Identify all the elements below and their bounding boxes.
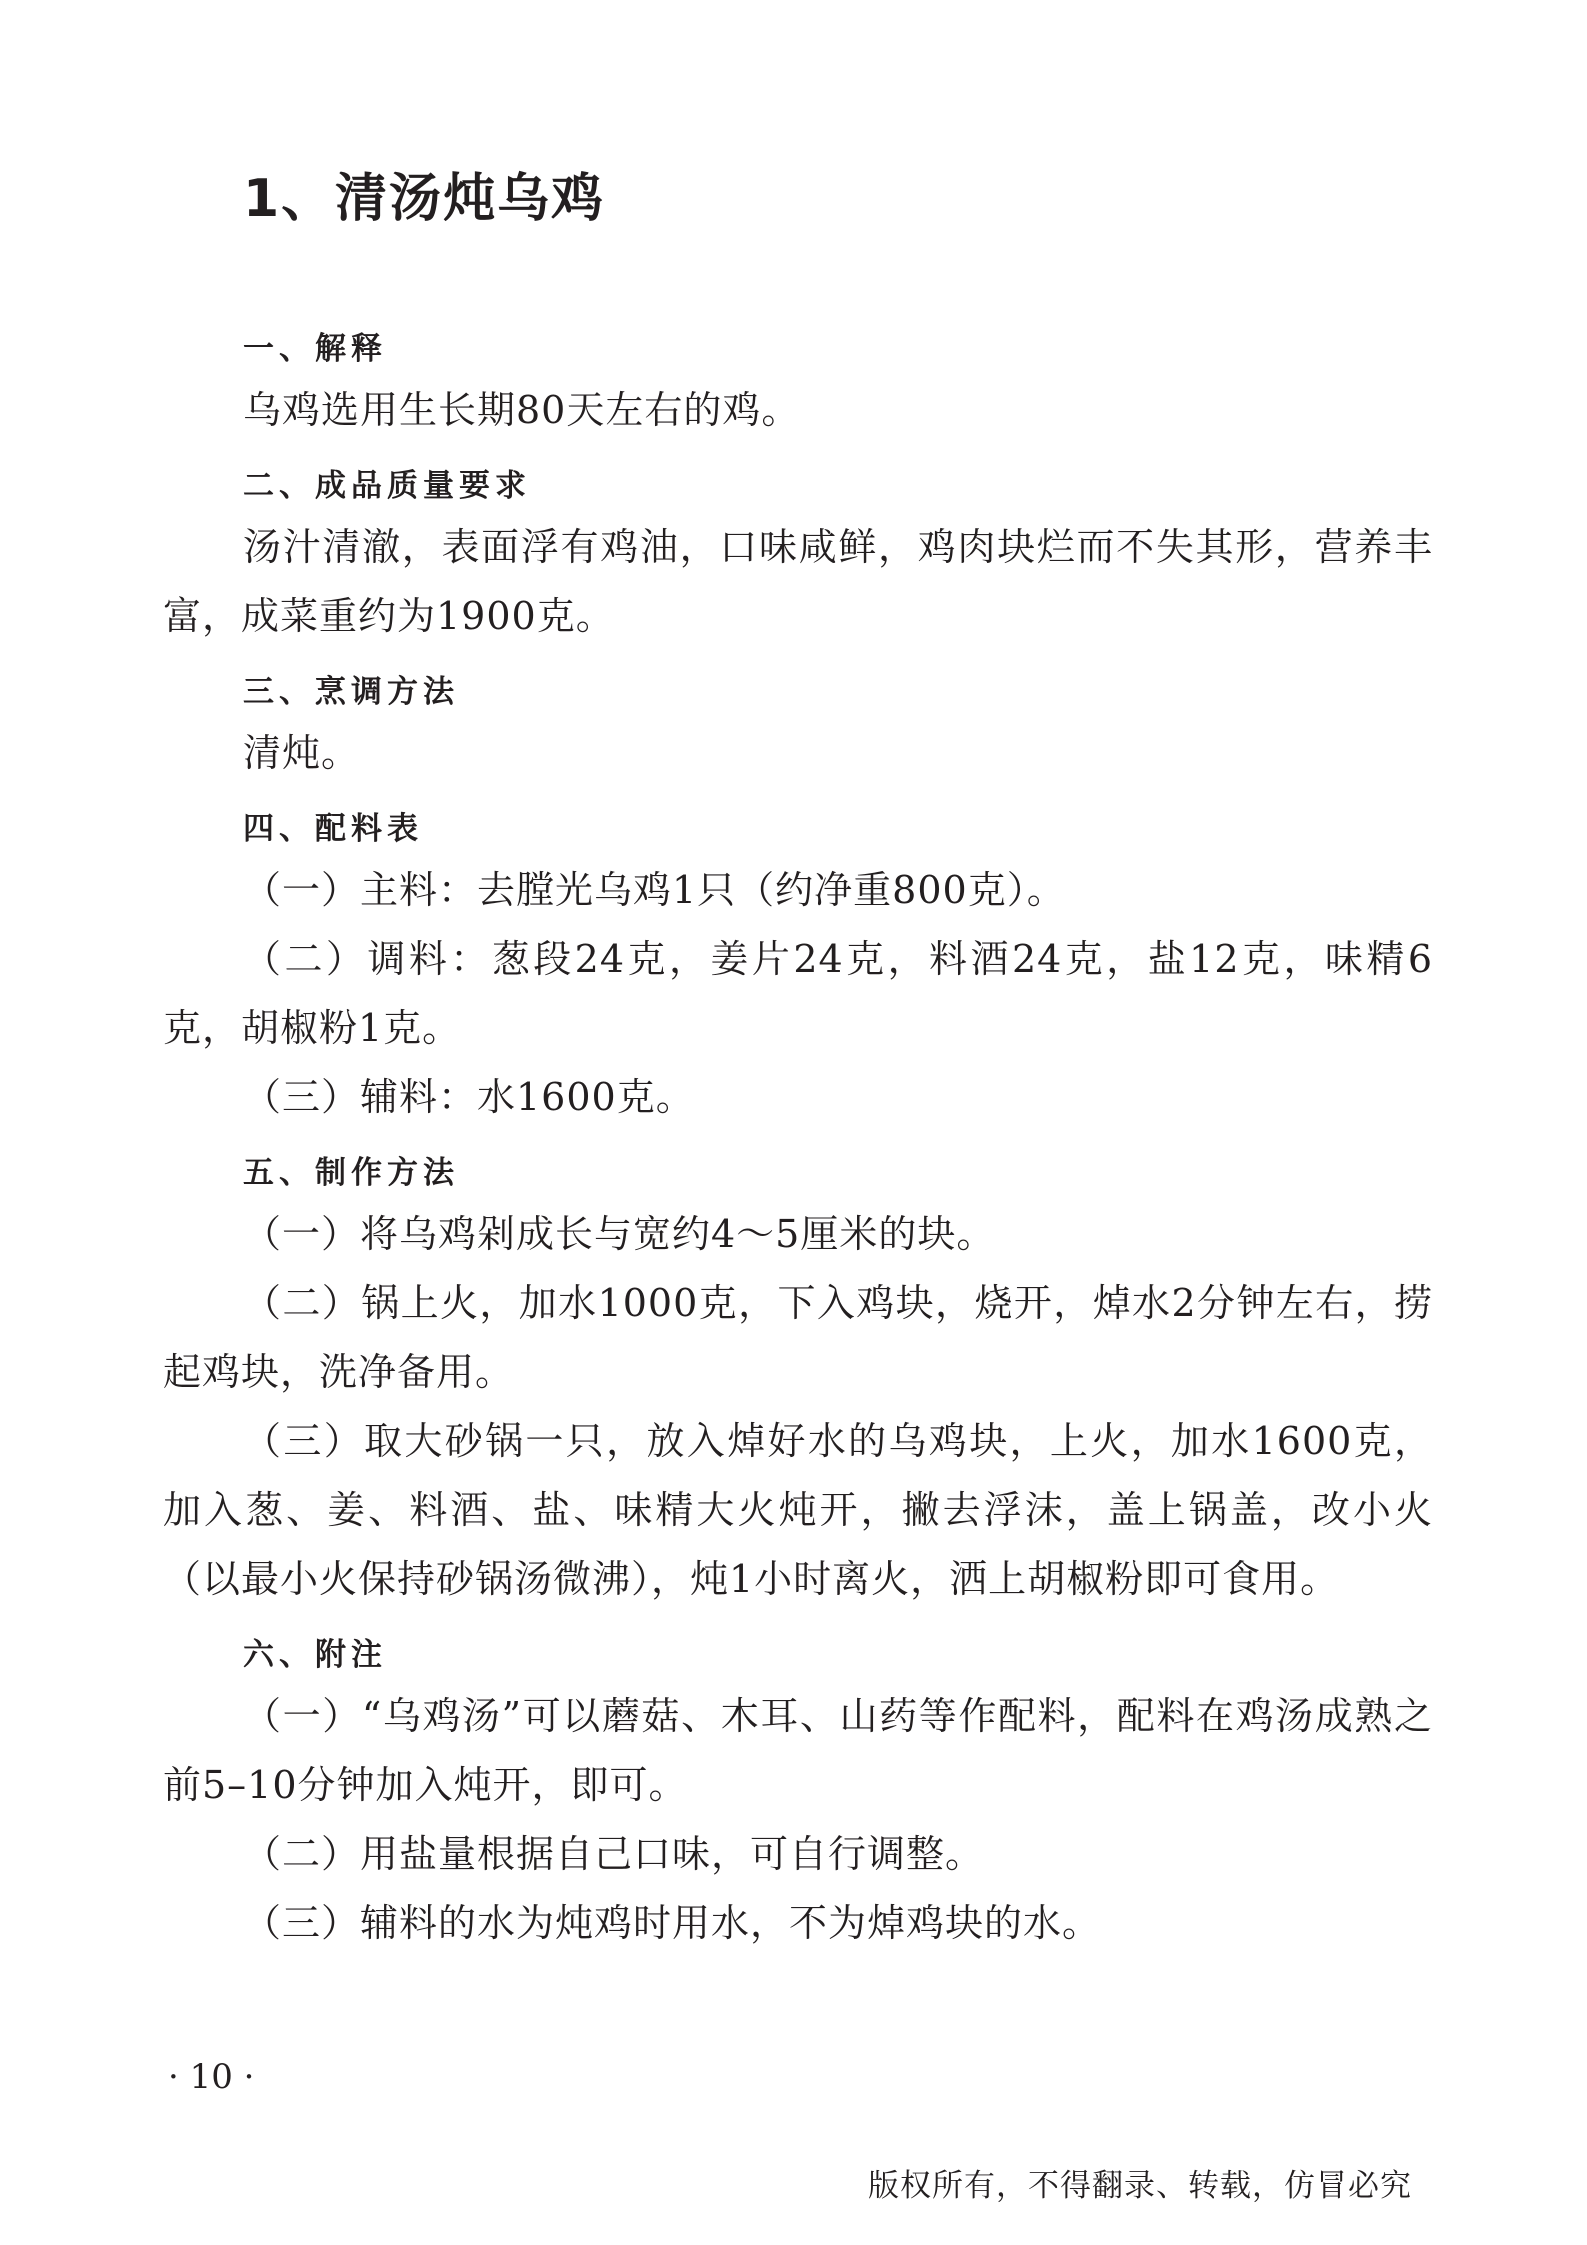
copyright-notice: 版权所有，不得翻录、转载，仿冒必究 — [868, 2168, 1412, 2204]
quality-paragraph: 汤汁清澈，表面浮有鸡油，口味咸鲜，鸡肉块烂而不失其形，营养丰富，成菜重约为1900克。 — [163, 525, 1433, 638]
preparation-step-1: （一）将乌鸡剁成长与宽约4～5厘米的块。 — [243, 1212, 996, 1256]
cooking-method-paragraph: 清炖。 — [243, 731, 361, 775]
section-heading-quality: 二、成品质量要求 — [243, 468, 531, 504]
page-number: · 10 · — [168, 2057, 255, 2097]
recipe-body — [163, 322, 1433, 1958]
preparation-step-2: （二）锅上火，加水1000克，下入鸡块，烧开，焯水2分钟左右，捞起鸡块，洗净备用。 — [163, 1281, 1433, 1394]
note-3: （三）辅料的水为炖鸡时用水，不为焯鸡块的水。 — [243, 1901, 1102, 1945]
preparation-step-3: （三）取大砂锅一只，放入焯好水的乌鸡块，上火，加水1600克，加入葱、姜、料酒、盐、味精大火炖开，撇去浮沫，盖上锅盖，改小火（以最小火保持砂锅汤微沸），炖1小时离火，洒上胡椒粉即可食用。 — [163, 1419, 1433, 1601]
ingredient-seasoning: （二）调料：葱段24克，姜片24克，料酒24克，盐12克，味精6克，胡椒粉1克。 — [163, 937, 1433, 1050]
section-heading-notes: 六、附注 — [243, 1637, 387, 1673]
page-title: 1、清汤炖乌鸡 — [243, 169, 606, 229]
section-heading-cooking-method: 三、烹调方法 — [243, 674, 459, 710]
section-heading-explanation: 一、解释 — [243, 331, 387, 367]
section-heading-ingredients: 四、配料表 — [243, 811, 423, 847]
section-heading-preparation: 五、制作方法 — [243, 1155, 459, 1191]
note-2: （二）用盐量根据自己口味，可自行调整。 — [243, 1832, 985, 1876]
note-1: （一）“乌鸡汤”可以蘑菇、木耳、山药等作配料，配料在鸡汤成熟之前5–10分钟加入炖开，即可。 — [163, 1694, 1433, 1807]
ingredient-main: （一）主料：去膛光乌鸡1只（约净重800克）。 — [243, 868, 1066, 912]
explanation-paragraph: 乌鸡选用生长期80天左右的鸡。 — [243, 388, 801, 432]
ingredient-auxiliary: （三）辅料：水1600克。 — [243, 1075, 695, 1119]
